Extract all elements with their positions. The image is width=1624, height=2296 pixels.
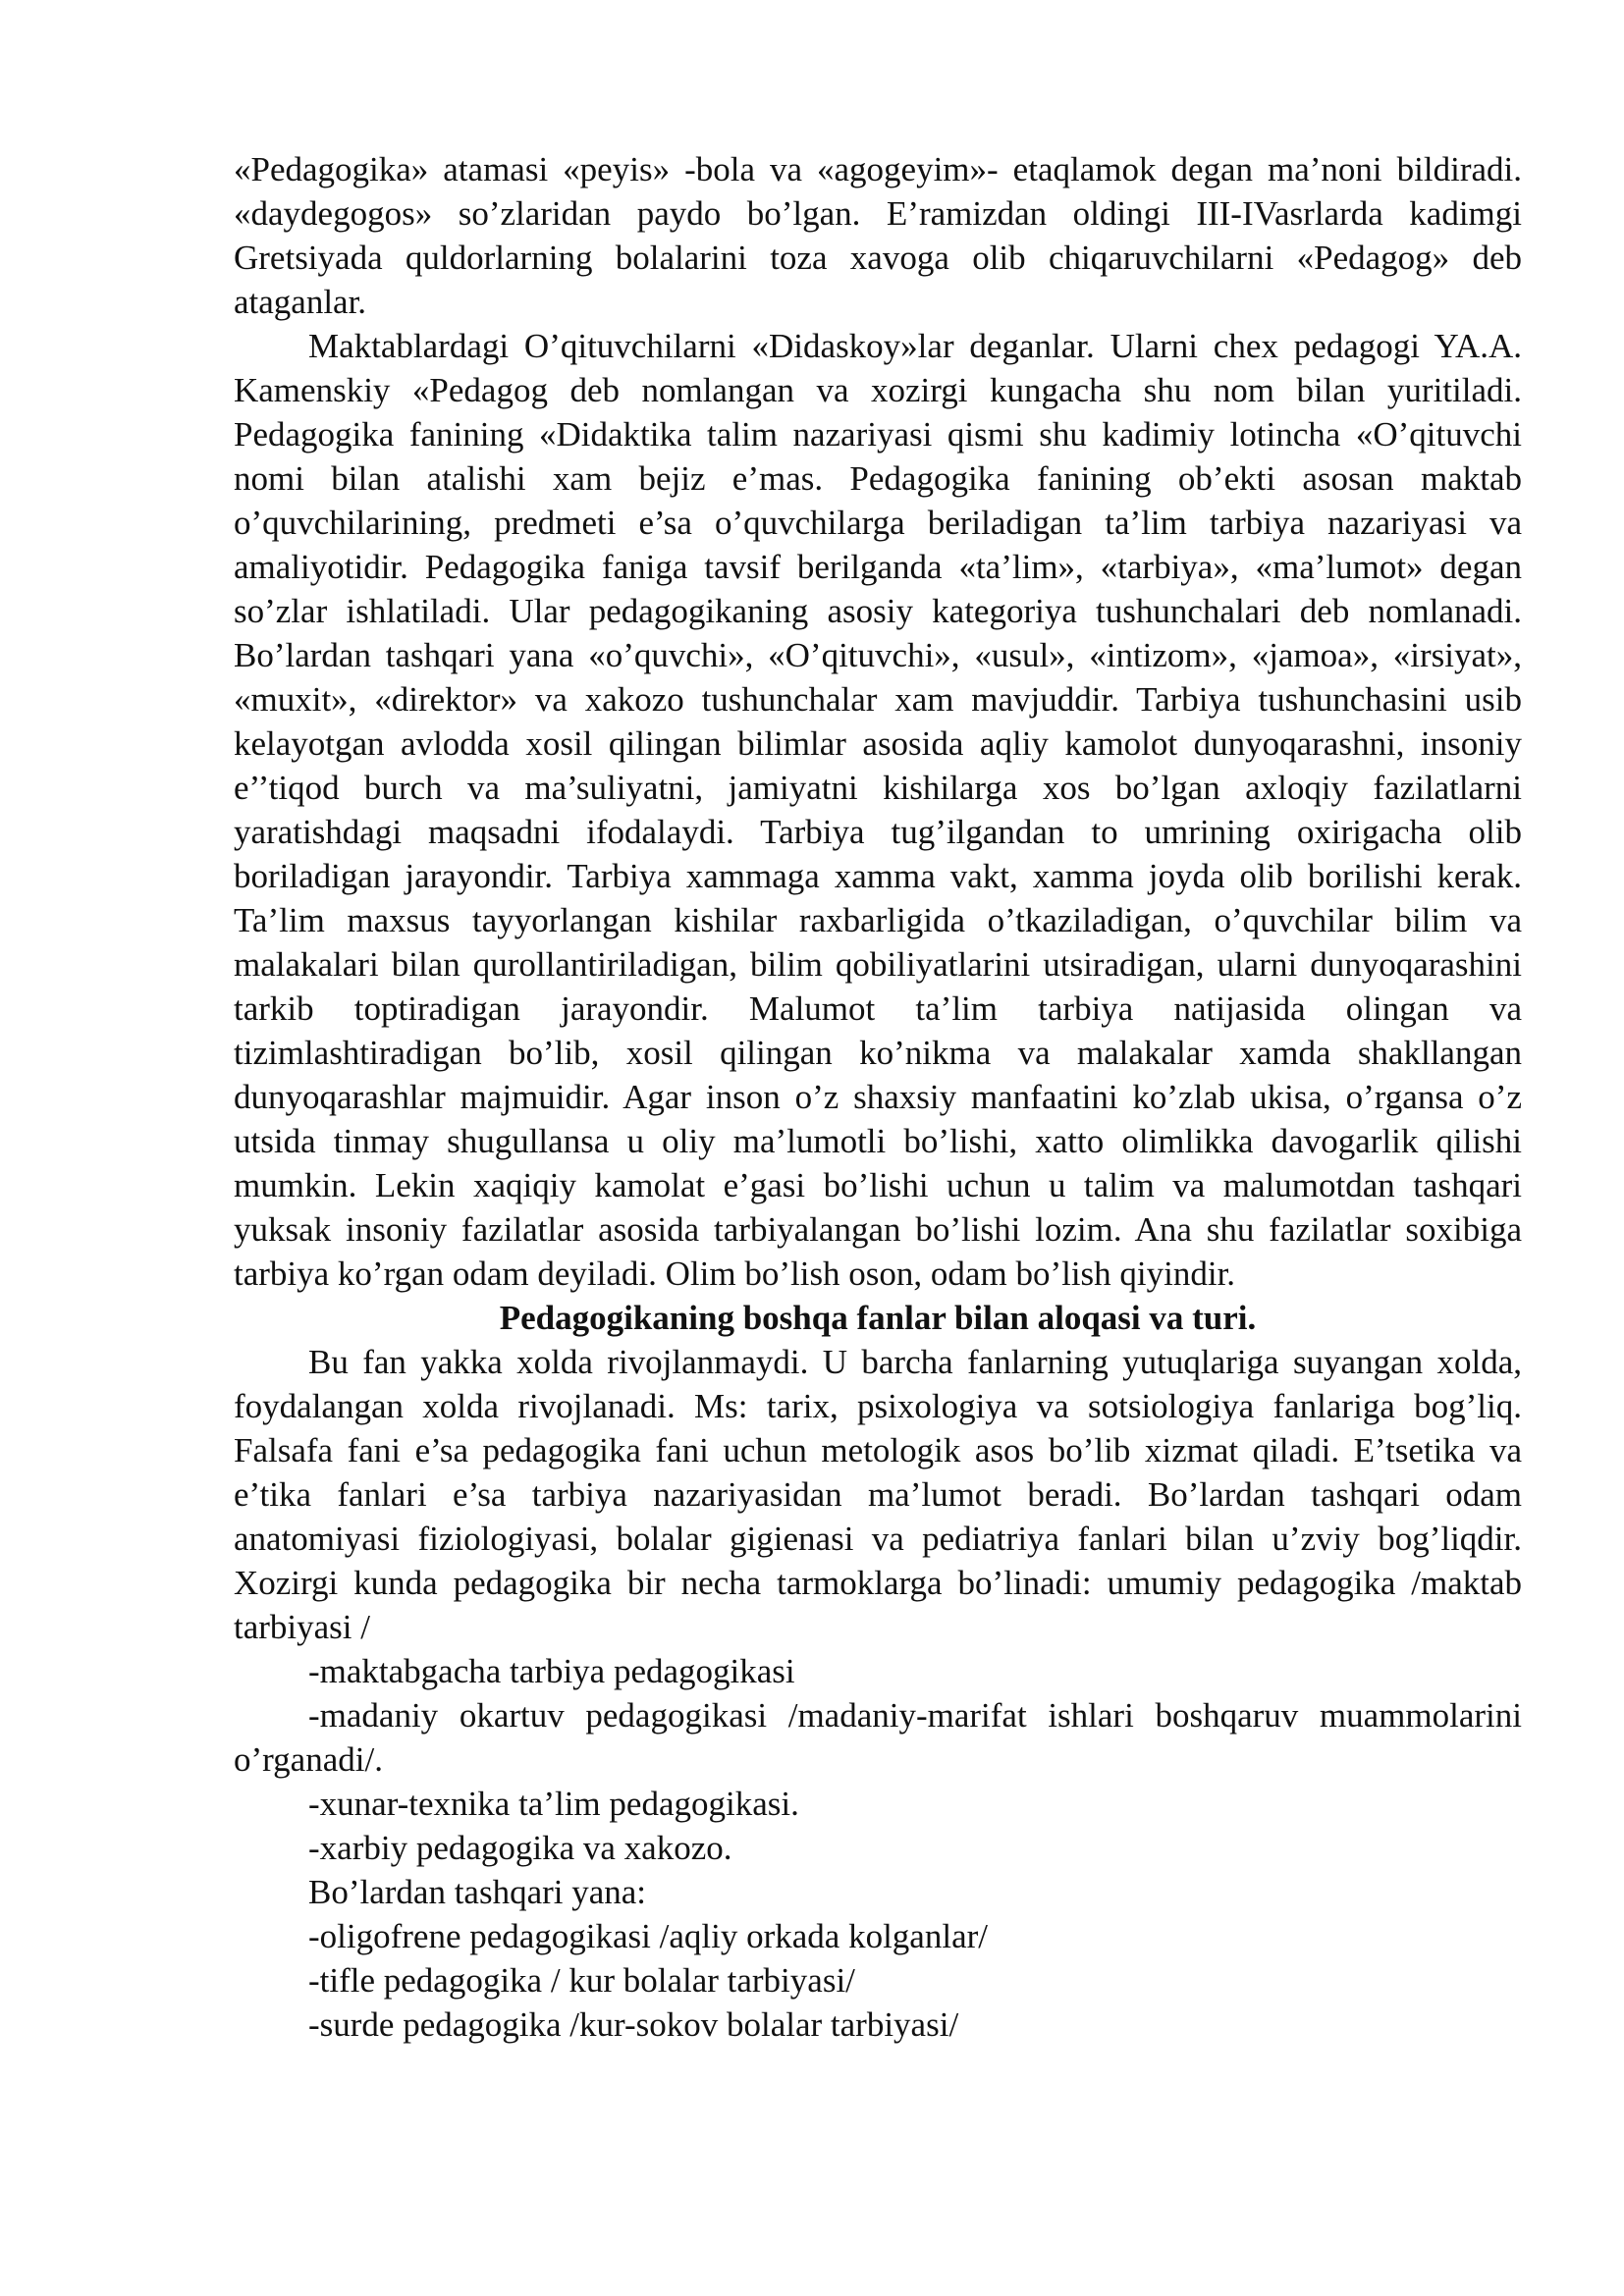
list-item: -xarbiy pedagogika va xakozo. xyxy=(308,1829,732,1867)
section-paragraph: Bu fan yakka xolda rivojlanmaydi. U barcha fanlarning yutuqlariga suyangan xolda, foydalangan xolda rivojlanadi. Ms: tarix, psixologiya va sotsiologiya fanlariga bog’liq. Falsafa fani e’sa pedagogika fani uchun metologik asos bo’lib xizmat qiladi. E’tsetika va e’tika fanlari e’sa tarbiya nazariyasidan ma’lumot beradi. Bo’lardan tashqari odam anatomiyasi fiziologiyasi, bolalar gigienasi va pediatriya fanlari bilan u’zviy bog’liqdir. Xozirgi kunda pedagogika bir necha tarmoklarga bo’linadi: umumiy pedagogika /maktab tarbiyasi / xyxy=(234,1343,1522,1646)
body-paragraph: Maktablardagi O’qituvchilarni «Didaskoy»lar deganlar. Ularni chex pedagogi YA.A. Kamenskiy «Pedagog deb nomlangan va xozirgi kungacha shu nom bilan yuritiladi. Pedagogika fanining «Didaktika talim nazariyasi qismi shu kadimiy lotincha «O’qituvchi nomi bilan atalishi xam bejiz e’mas. Pedagogika fanining ob’ekti asosan maktab o’quvchilarining, predmeti e’sa o’quvchilarga beriladigan ta’lim tarbiya nazariyasi va amaliyotidir. Pedagogika faniga tavsif berilganda «ta’lim», «tarbiya», «ma’lumot» degan so’zlar ishlatiladi. Ular pedagogikaning asosiy kategoriya tushunchalari deb nomlanadi. Bo’lardan tashqari yana «o’quvchi», «O’qituvchi», «usul», «intizom», «jamoa», «irsiyat», «muxit», «direktor» va xakozo tushunchalar xam mavjuddir. Tarbiya tushunchasini usib kelayotgan avlodda xosil qilingan bilimlar asosida aqliy kamolot dunyoqarashni, insoniy e’’tiqod burch va ma’suliyatni, jamiyatni kishilarga xos bo’lgan axloqiy fazilatlarni yaratishdagi maqsadni ifodalaydi. Tarbiya tug’ilgandan to umrining oxirigacha olib boriladigan jarayondir. Tarbiya xammaga xamma vakt, xamma joyda olib borilishi kerak. Ta’lim maxsus tayyorlangan kishilar raxbarligida o’tkaziladigan, o’quvchilar bilim va malakalari bilan qurollantiriladigan, bilim qobiliyatlarini utsiradigan, ularni dunyoqarashini tarkib toptiradigan jarayondir. Malumot ta’lim tarbiya natijasida olingan va tizimlashtiradigan bo’lib, xosil qilingan ko’nikma va malakalar xamda shakllangan dunyoqarashlar majmuidir. Agar inson o’z shaxsiy manfaatini ko’zlab ukisa, o’rgansa o’z utsida tinmay shugullansa u oliy ma’lumotli bo’lishi, xatto olimlikka davogarlik qilishi mumkin. Lekin xaqiqiy kamolat e’gasi bo’lishi uchun u talim va malumotdan tashqari yuksak insoniy fazilatlar asosida tarbiyalangan bo’lishi lozim. Ana shu fazilatlar soxibiga tarbiya ko’rgan odam deyiladi. Olim bo’lish oson, odam bo’lish qiyindir. xyxy=(234,327,1522,1293)
list-item: -xunar-texnika ta’lim pedagogikasi. xyxy=(308,1785,799,1823)
intro-paragraph: «Pedagogika» atamasi «peyis» -bola va «agogeyim»- etaqlamok degan ma’noni bildiradi. «daydegogos» so’zlaridan paydo bo’lgan. E’ramizdan oldingi III-IVasrlarda kadimgi Gretsiyada quldorlarning bolalarini toza xavoga olib chiqaruvchilarni «Pedagog» deb ataganlar. xyxy=(234,150,1522,321)
list-item: -maktabgacha tarbiya pedagogikasi xyxy=(308,1652,795,1690)
section-heading: Pedagogikaning boshqa fanlar bilan aloqasi va turi. xyxy=(499,1299,1257,1337)
list-item: -surde pedagogika /kur-sokov bolalar tarbiyasi/ xyxy=(308,2005,959,2044)
list-item: -madaniy okartuv pedagogikasi /madaniy-marifat ishlari boshqaruv muammolarini o’rganadi/. xyxy=(234,1696,1522,1779)
list-item: Bo’lardan tashqari yana: xyxy=(308,1873,647,1911)
document-page xyxy=(234,147,1522,2047)
list-item: -oligofrene pedagogikasi /aqliy orkada kolganlar/ xyxy=(308,1917,988,1955)
list-item: -tifle pedagogika / kur bolalar tarbiyasi/ xyxy=(308,1961,855,2000)
